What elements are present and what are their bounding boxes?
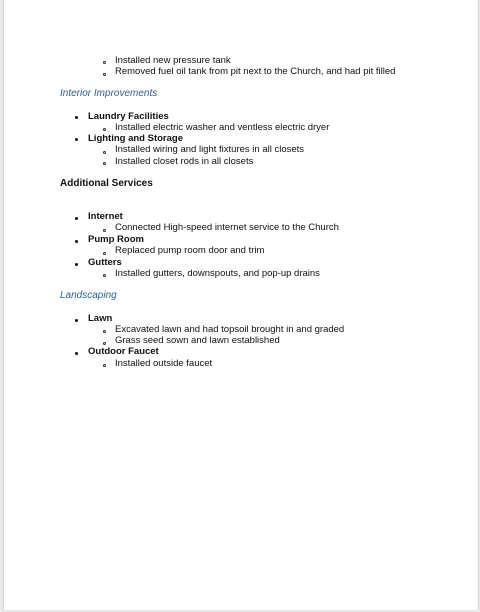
list-item: Removed fuel oil tank from pit next to the Church, and had pit filled <box>115 66 396 77</box>
sub-bullet <box>103 342 106 345</box>
sub-bullet <box>103 73 106 76</box>
list-item: Installed closet rods in all closets <box>115 156 254 167</box>
group-title: Internet <box>88 211 123 222</box>
group-title: Outdoor Faucet <box>88 346 159 357</box>
list-item: Replaced pump room door and trim <box>115 245 265 256</box>
list-item: Connected High-speed internet service to the Church <box>115 222 339 233</box>
section-heading-landscaping: Landscaping <box>60 290 117 301</box>
list-item: Installed electric washer and ventless electric dryer <box>115 122 330 133</box>
sub-bullet <box>103 229 106 232</box>
group-title: Lighting and Storage <box>88 133 183 144</box>
bullet <box>75 319 78 322</box>
sub-bullet <box>103 252 106 255</box>
list-item: Excavated lawn and had topsoil brought in and graded <box>115 324 345 335</box>
document-page <box>3 0 479 610</box>
group-title: Pump Room <box>88 234 144 245</box>
list-item: Installed wiring and light fixtures in all closets <box>115 144 305 155</box>
bullet <box>75 217 78 220</box>
list-item: Installed new pressure tank <box>115 55 231 66</box>
group-title: Laundry Facilities <box>88 111 169 122</box>
sub-bullet <box>103 162 106 165</box>
bullet <box>75 116 78 119</box>
bullet <box>75 240 78 243</box>
bullet <box>75 138 78 141</box>
sub-bullet <box>103 128 106 131</box>
sub-bullet <box>103 364 106 367</box>
list-item: Installed outside faucet <box>115 358 213 369</box>
bullet <box>75 263 78 266</box>
sub-bullet <box>103 61 106 64</box>
list-item: Grass seed sown and lawn established <box>115 335 280 346</box>
section-heading-additional: Additional Services <box>60 178 153 189</box>
sub-bullet <box>103 274 106 277</box>
sub-bullet <box>103 330 106 333</box>
group-title: Gutters <box>88 257 122 268</box>
list-item: Installed gutters, downspouts, and pop-up drains <box>115 268 320 279</box>
bullet <box>75 352 78 355</box>
section-heading-interior: Interior Improvements <box>60 88 158 99</box>
group-title: Lawn <box>88 313 113 324</box>
sub-bullet <box>103 151 106 154</box>
